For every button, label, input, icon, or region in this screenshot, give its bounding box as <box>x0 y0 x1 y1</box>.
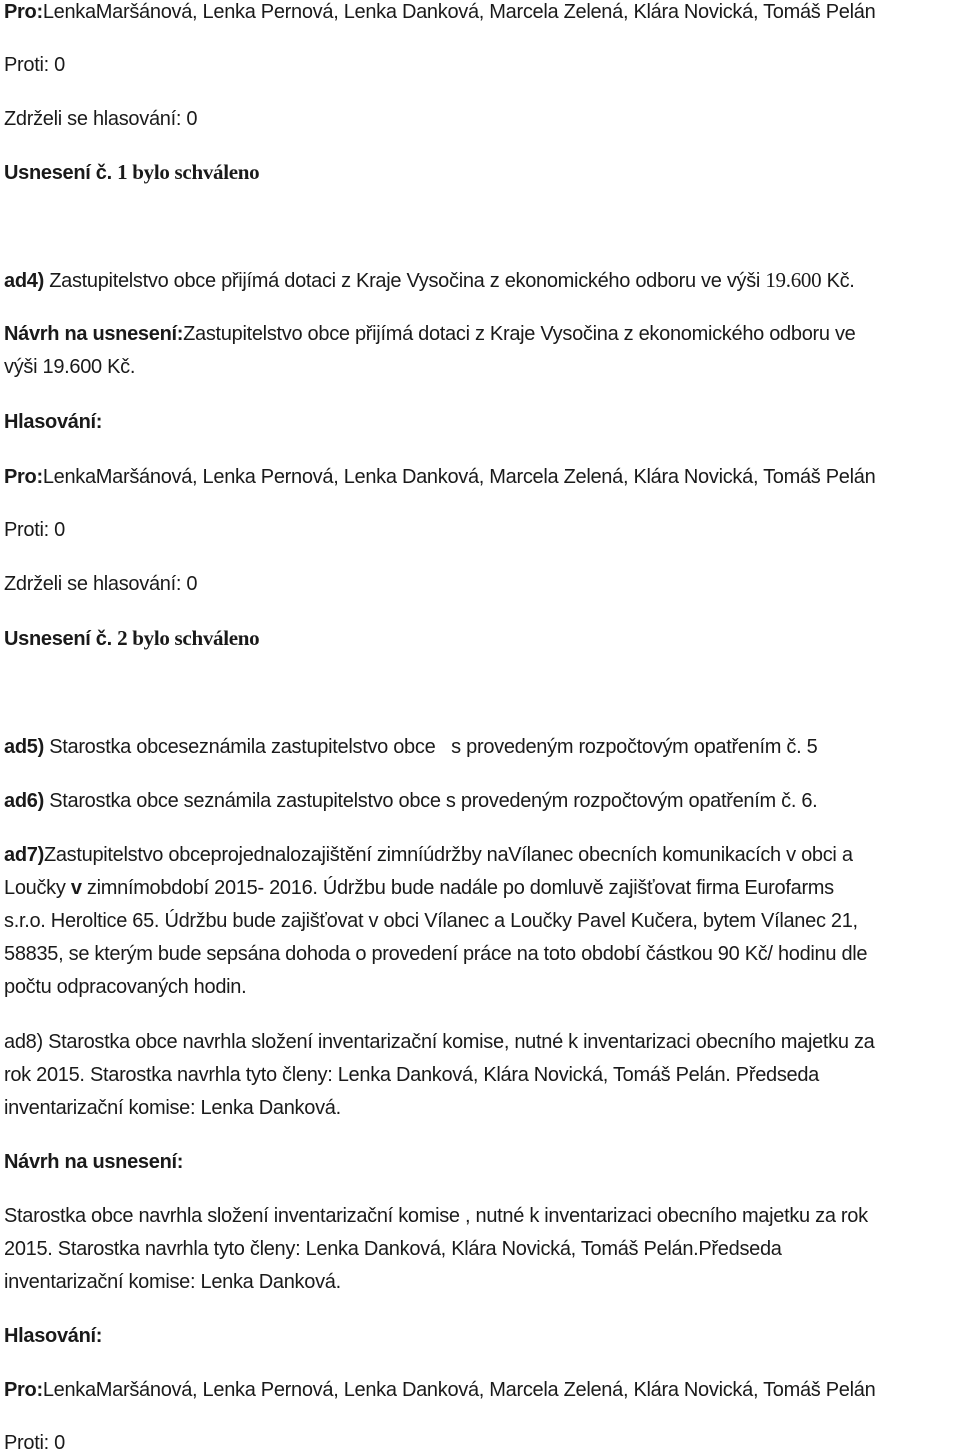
item-ad4 <box>4 268 855 293</box>
vote-for-label: Pro: <box>4 466 43 488</box>
vote-for-line <box>4 1378 875 1402</box>
proposal-label: Návrh na usnesení: <box>4 1151 184 1173</box>
item-label: ad6) <box>4 790 44 812</box>
resolution-status: 2 bylo schváleno <box>117 626 260 650</box>
item-ad8-line2: rok 2015. Starostka navrhla tyto členy: Lenka Danková, Klára Novická, Tomáš Pelán. Předseda <box>4 1064 820 1086</box>
item-ad5 <box>4 735 817 759</box>
vote-abstain: Zdrželi se hlasování: 0 <box>4 573 198 595</box>
item-text-bold: v <box>70 877 82 899</box>
item-text: Starostka obceseznámila zastupitelstvo obce s provedeným rozpočtovým opatřením č. 5 <box>49 736 818 758</box>
item-text: Starostka obce seznámila zastupitelstvo obce s provedeným rozpočtovým opatřením č. 6. <box>49 790 818 812</box>
item-label: ad7) <box>4 844 44 866</box>
item-ad7-line4: 58835, se kterým bude sepsána dohoda o provedení práce na toto období částkou 90 Kč/ hodinu dle <box>4 943 868 965</box>
vote-for-names: LenkaMaršánová, Lenka Pernová, Lenka Danková, Marcela Zelená, Klára Novická, Tomáš Pelán <box>42 466 876 488</box>
resolution-label: Usnesení č. <box>4 162 112 184</box>
vote-abstain: Zdrželi se hlasování: 0 <box>4 108 198 130</box>
item-ad8-line1: ad8) Starostka obce navrhla složení inventarizační komise, nutné k inventarizaci obecního majetku za <box>4 1031 875 1053</box>
item-text: Zastupitelstvo obce přijímá dotaci z Kraje Vysočina z ekonomického odboru ve výši <box>49 270 761 292</box>
item-text: zimnímobdobí 2015- 2016. Údržbu bude nadále po domluvě zajišťovat firma Eurofarms <box>81 877 834 899</box>
item-ad6 <box>4 789 817 813</box>
proposal-text: Starostka obce navrhla složení inventarizační komise , nutné k inventarizaci obecního majetku za rok <box>4 1205 868 1227</box>
proposal-text: Zastupitelstvo obce přijímá dotaci z Kraje Vysočina z ekonomického odboru ve <box>183 323 856 345</box>
vote-against: Proti: 0 <box>4 519 65 541</box>
resolution-label: Usnesení č. <box>4 628 112 650</box>
item-currency: Kč. <box>826 270 855 292</box>
vote-for-line <box>4 0 875 24</box>
item-label: ad4) <box>4 270 44 292</box>
item-ad8-line3: inventarizační komise: Lenka Danková. <box>4 1097 341 1119</box>
item-amount: 19.600 <box>765 268 822 292</box>
vote-against: Proti: 0 <box>4 1432 65 1454</box>
item-text: Zastupitelstvo obceprojednalozajištění zimníúdržby naVílanec obecních komunikacích v obci a <box>43 844 853 866</box>
item-ad7 <box>4 843 853 867</box>
resolution-result <box>4 160 259 185</box>
resolution-result <box>4 626 259 651</box>
item-ad7-line2 <box>4 876 834 900</box>
vote-for-names: LenkaMaršánová, Lenka Pernová, Lenka Danková, Marcela Zelená, Klára Novická, Tomáš Pelán <box>42 1379 876 1401</box>
proposal-text-continued: výši 19.600 Kč. <box>4 356 136 378</box>
proposal-line <box>4 322 855 346</box>
vote-against: Proti: 0 <box>4 54 65 76</box>
resolution-status: 1 bylo schváleno <box>117 160 260 184</box>
proposal-text-continued: 2015. Starostka navrhla tyto členy: Lenka Danková, Klára Novická, Tomáš Pelán.Předseda <box>4 1238 782 1260</box>
vote-for-label: Pro: <box>4 1 43 23</box>
voting-heading: Hlasování: <box>4 1325 103 1347</box>
voting-heading: Hlasování: <box>4 411 103 433</box>
item-text: Loučky <box>4 877 71 899</box>
vote-for-names: LenkaMaršánová, Lenka Pernová, Lenka Danková, Marcela Zelená, Klára Novická, Tomáš Pelán <box>42 1 876 23</box>
vote-for-line <box>4 465 875 489</box>
proposal-text-continued: inventarizační komise: Lenka Danková. <box>4 1271 341 1293</box>
item-label: ad5) <box>4 736 44 758</box>
item-ad7-line5: počtu odpracovaných hodin. <box>4 976 247 998</box>
vote-for-label: Pro: <box>4 1379 43 1401</box>
proposal-label: Návrh na usnesení: <box>4 323 184 345</box>
item-ad7-line3: s.r.o. Heroltice 65. Údržbu bude zajišťovat v obci Vílanec a Loučky Pavel Kučera, bytem Vílanec 21, <box>4 910 858 932</box>
